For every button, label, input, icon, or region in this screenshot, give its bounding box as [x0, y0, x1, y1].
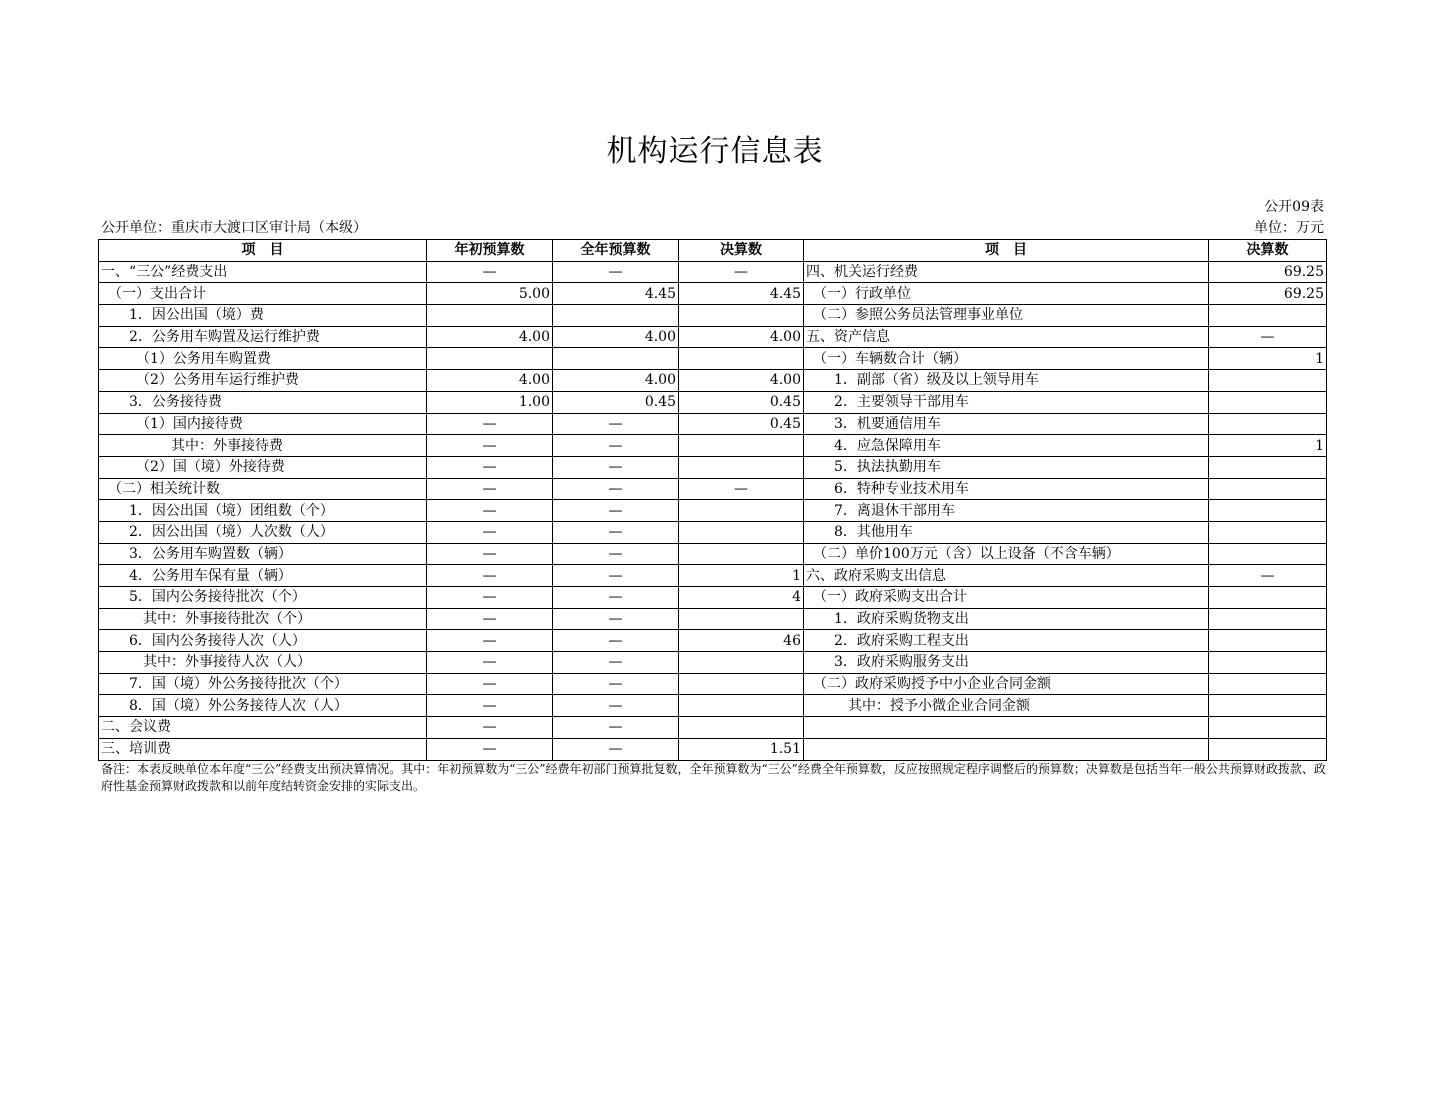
item-left-cell: 其中：外事接待人次（人）: [99, 652, 427, 674]
item-right-cell: 5．执法执勤用车: [804, 456, 1209, 478]
final-left-cell: 1.51: [679, 738, 804, 760]
item-right-cell: 1．副部（省）级及以上领导用车: [804, 370, 1209, 392]
initial-budget-cell: —: [427, 738, 553, 760]
final-right-cell: —: [1209, 565, 1327, 587]
table-row: [99, 500, 1327, 522]
annual-budget-cell: —: [553, 456, 679, 478]
table-row: [99, 565, 1327, 587]
item-left-cell: （2）国（境）外接待费: [99, 456, 427, 478]
item-right-cell: 2．主要领导干部用车: [804, 391, 1209, 413]
item-right-cell: [804, 738, 1209, 760]
item-left-cell: 4．公务用车保有量（辆）: [99, 565, 427, 587]
currency-unit: 单位：万元: [1254, 220, 1324, 236]
item-left-cell: 3．公务用车购置数（辆）: [99, 543, 427, 565]
item-left-cell: 6．国内公务接待人次（人）: [99, 630, 427, 652]
final-left-cell: —: [679, 478, 804, 500]
initial-budget-cell: 4.00: [427, 370, 553, 392]
item-left-cell: 一、“三公”经费支出: [99, 261, 427, 283]
initial-budget-cell: —: [427, 521, 553, 543]
table-row: [99, 738, 1327, 760]
final-right-cell: [1209, 521, 1327, 543]
initial-budget-cell: —: [427, 652, 553, 674]
annual-budget-cell: —: [553, 673, 679, 695]
final-right-cell: [1209, 738, 1327, 760]
item-right-cell: （一）政府采购支出合计: [804, 587, 1209, 609]
table-row: [99, 543, 1327, 565]
initial-budget-cell: 4.00: [427, 326, 553, 348]
initial-budget-cell: —: [427, 673, 553, 695]
final-right-cell: [1209, 652, 1327, 674]
initial-budget-cell: [427, 305, 553, 327]
item-left-cell: 1．因公出国（境）团组数（个）: [99, 500, 427, 522]
annual-budget-cell: —: [553, 565, 679, 587]
item-left-cell: 1．因公出国（境）费: [99, 305, 427, 327]
annual-budget-cell: —: [553, 435, 679, 457]
final-left-cell: [679, 521, 804, 543]
final-left-cell: [679, 673, 804, 695]
item-left-cell: （2）公务用车运行维护费: [99, 370, 427, 392]
item-right-cell: 8．其他用车: [804, 521, 1209, 543]
final-left-cell: 4.00: [679, 326, 804, 348]
annual-budget-cell: —: [553, 587, 679, 609]
item-right-cell: 五、资产信息: [804, 326, 1209, 348]
final-right-cell: 69.25: [1209, 283, 1327, 305]
initial-budget-cell: —: [427, 608, 553, 630]
item-right-cell: （一）车辆数合计（辆）: [804, 348, 1209, 370]
final-right-cell: [1209, 370, 1327, 392]
table-row: [99, 587, 1327, 609]
item-left-cell: （二）相关统计数: [99, 478, 427, 500]
final-right-cell: [1209, 413, 1327, 435]
final-right-cell: [1209, 673, 1327, 695]
table-row: [99, 326, 1327, 348]
item-left-cell: （1）国内接待费: [99, 413, 427, 435]
info-table: [98, 239, 1327, 761]
item-right-cell: 3．政府采购服务支出: [804, 652, 1209, 674]
final-left-cell: 0.45: [679, 391, 804, 413]
item-right-cell: 1．政府采购货物支出: [804, 608, 1209, 630]
table-row: [99, 370, 1327, 392]
header-annual-budget: 全年预算数: [553, 240, 679, 262]
initial-budget-cell: —: [427, 565, 553, 587]
final-right-cell: [1209, 500, 1327, 522]
annual-budget-cell: —: [553, 652, 679, 674]
final-left-cell: [679, 652, 804, 674]
header-item-left: 项 目: [99, 240, 427, 262]
initial-budget-cell: —: [427, 413, 553, 435]
table-row: [99, 608, 1327, 630]
table-row: [99, 413, 1327, 435]
annual-budget-cell: —: [553, 543, 679, 565]
item-right-cell: 六、政府采购支出信息: [804, 565, 1209, 587]
annual-budget-cell: 0.45: [553, 391, 679, 413]
final-right-cell: [1209, 695, 1327, 717]
final-right-cell: 1: [1209, 348, 1327, 370]
item-right-cell: 四、机关运行经费: [804, 261, 1209, 283]
initial-budget-cell: —: [427, 695, 553, 717]
initial-budget-cell: —: [427, 587, 553, 609]
final-left-cell: [679, 717, 804, 739]
item-right-cell: 7．离退休干部用车: [804, 500, 1209, 522]
final-right-cell: [1209, 478, 1327, 500]
annual-budget-cell: —: [553, 478, 679, 500]
table-row: [99, 695, 1327, 717]
item-left-cell: 其中：外事接待批次（个）: [99, 608, 427, 630]
final-left-cell: 4.45: [679, 283, 804, 305]
table-row: [99, 717, 1327, 739]
final-right-cell: [1209, 587, 1327, 609]
annual-budget-cell: —: [553, 630, 679, 652]
final-left-cell: 1: [679, 565, 804, 587]
annual-budget-cell: —: [553, 695, 679, 717]
table-row: [99, 348, 1327, 370]
annual-budget-cell: 4.45: [553, 283, 679, 305]
item-right-cell: [804, 717, 1209, 739]
item-left-cell: 二、会议费: [99, 717, 427, 739]
item-left-cell: 2．公务用车购置及运行维护费: [99, 326, 427, 348]
table-row: [99, 305, 1327, 327]
initial-budget-cell: —: [427, 717, 553, 739]
table-body: [99, 261, 1327, 760]
final-left-cell: [679, 695, 804, 717]
initial-budget-cell: —: [427, 543, 553, 565]
item-left-cell: 3．公务接待费: [99, 391, 427, 413]
initial-budget-cell: —: [427, 478, 553, 500]
header-item-right: 项 目: [804, 240, 1209, 262]
annual-budget-cell: —: [553, 413, 679, 435]
item-right-cell: （一）行政单位: [804, 283, 1209, 305]
annual-budget-cell: —: [553, 608, 679, 630]
form-number: 公开09表: [1264, 199, 1324, 215]
initial-budget-cell: —: [427, 261, 553, 283]
final-right-cell: [1209, 630, 1327, 652]
annual-budget-cell: [553, 348, 679, 370]
final-left-cell: [679, 435, 804, 457]
table-header-row: [99, 240, 1327, 262]
initial-budget-cell: 5.00: [427, 283, 553, 305]
final-left-cell: 4.00: [679, 370, 804, 392]
table-row: [99, 478, 1327, 500]
item-left-cell: 7．国（境）外公务接待批次（个）: [99, 673, 427, 695]
final-left-cell: [679, 500, 804, 522]
item-right-cell: 6．特种专业技术用车: [804, 478, 1209, 500]
table-row: [99, 673, 1327, 695]
initial-budget-cell: —: [427, 500, 553, 522]
header-initial-budget: 年初预算数: [427, 240, 553, 262]
final-right-cell: [1209, 456, 1327, 478]
initial-budget-cell: —: [427, 630, 553, 652]
final-right-cell: 69.25: [1209, 261, 1327, 283]
item-right-cell: （二）单价100万元（含）以上设备（不含车辆）: [804, 543, 1209, 565]
page-title: 机构运行信息表: [606, 134, 824, 169]
item-right-cell: （二）参照公务员法管理事业单位: [804, 305, 1209, 327]
final-left-cell: [679, 608, 804, 630]
item-right-cell: 其中：授予小微企业合同金额: [804, 695, 1209, 717]
table-row: [99, 521, 1327, 543]
footnote: 备注：本表反映单位本年度“三公”经费支出预决算情况。其中：年初预算数为“三公”经费年初部门预算批复数，全年预算数为“三公”经费全年预算数，反应按照规定程序调整后的预算数；决算数是包括当年一般公共预算财政拨款、政府性基金预算财政拨款和以前年度结转资金安排的实际支出。: [101, 762, 1326, 793]
item-right-cell: 4．应急保障用车: [804, 435, 1209, 457]
item-left-cell: 2．因公出国（境）人次数（人）: [99, 521, 427, 543]
initial-budget-cell: —: [427, 435, 553, 457]
annual-budget-cell: [553, 305, 679, 327]
annual-budget-cell: —: [553, 500, 679, 522]
final-right-cell: [1209, 543, 1327, 565]
final-left-cell: [679, 305, 804, 327]
final-left-cell: [679, 543, 804, 565]
item-left-cell: 5．国内公务接待批次（个）: [99, 587, 427, 609]
final-right-cell: [1209, 608, 1327, 630]
final-right-cell: [1209, 717, 1327, 739]
annual-budget-cell: 4.00: [553, 326, 679, 348]
final-left-cell: [679, 348, 804, 370]
item-left-cell: 三、培训费: [99, 738, 427, 760]
annual-budget-cell: —: [553, 521, 679, 543]
final-left-cell: 4: [679, 587, 804, 609]
item-right-cell: 2．政府采购工程支出: [804, 630, 1209, 652]
final-left-cell: 0.45: [679, 413, 804, 435]
final-right-cell: 1: [1209, 435, 1327, 457]
annual-budget-cell: —: [553, 717, 679, 739]
annual-budget-cell: —: [553, 738, 679, 760]
final-left-cell: —: [679, 261, 804, 283]
item-left-cell: （1）公务用车购置费: [99, 348, 427, 370]
table-row: [99, 630, 1327, 652]
table-row: [99, 435, 1327, 457]
table-row: [99, 652, 1327, 674]
final-right-cell: [1209, 305, 1327, 327]
table-row: [99, 456, 1327, 478]
final-left-cell: 46: [679, 630, 804, 652]
final-right-cell: [1209, 391, 1327, 413]
header-final-right: 决算数: [1209, 240, 1327, 262]
table-row: [99, 261, 1327, 283]
item-left-cell: 其中：外事接待费: [99, 435, 427, 457]
header-final-left: 决算数: [679, 240, 804, 262]
initial-budget-cell: [427, 348, 553, 370]
item-right-cell: （二）政府采购授予中小企业合同金额: [804, 673, 1209, 695]
final-right-cell: —: [1209, 326, 1327, 348]
table-row: [99, 391, 1327, 413]
reporting-unit: 公开单位：重庆市大渡口区审计局（本级）: [101, 220, 367, 236]
initial-budget-cell: —: [427, 456, 553, 478]
item-left-cell: 8．国（境）外公务接待人次（人）: [99, 695, 427, 717]
item-left-cell: （一）支出合计: [99, 283, 427, 305]
item-right-cell: 3．机要通信用车: [804, 413, 1209, 435]
annual-budget-cell: 4.00: [553, 370, 679, 392]
initial-budget-cell: 1.00: [427, 391, 553, 413]
annual-budget-cell: —: [553, 261, 679, 283]
table-row: [99, 283, 1327, 305]
final-left-cell: [679, 456, 804, 478]
